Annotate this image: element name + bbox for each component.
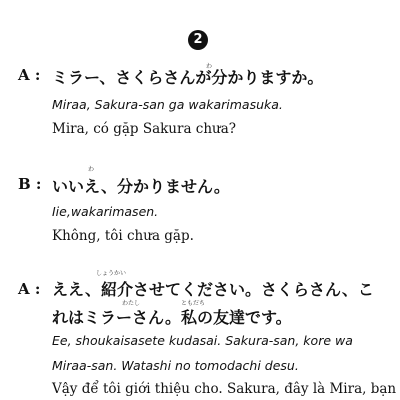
section-number-badge: 2 <box>188 30 208 50</box>
japanese-line: ミラー、さくらさんが分かりますか。 <box>52 68 324 87</box>
speaker-label: B : <box>18 175 42 193</box>
romaji-line: Miraa, Sakura-san ga wakarimasuka. <box>52 97 283 112</box>
vietnamese-line: Vậy để tôi giới thiệu cho. Sakura, đây là Mira, bạn <box>52 381 397 397</box>
japanese-line: いいえ、分かりません。 <box>52 177 230 196</box>
vietnamese-line: Mira, có gặp Sakura chưa? <box>52 121 237 137</box>
furigana: ともだち <box>181 300 206 307</box>
japanese-line: ええ、紹介させてください。さくらさん、こ <box>52 280 374 299</box>
vietnamese-line: Không, tôi chưa gặp. <box>52 228 194 244</box>
japanese-line: れはミラーさん。私の友達です。 <box>52 308 292 327</box>
furigana: しょうかい <box>96 270 127 277</box>
furigana: わたし <box>122 300 141 307</box>
romaji-line: Miraa-san. Watashi no tomodachi desu. <box>52 358 299 373</box>
bleed-through-text <box>30 0 360 10</box>
speaker-label: A : <box>18 66 41 84</box>
romaji-line: Iie,wakarimasen. <box>52 204 159 219</box>
speaker-label: A : <box>18 280 41 298</box>
furigana: わ <box>206 63 213 70</box>
furigana: わ <box>88 166 95 173</box>
romaji-line: Ee, shoukaisasete kudasai. Sakura-san, kore wa <box>52 333 353 348</box>
